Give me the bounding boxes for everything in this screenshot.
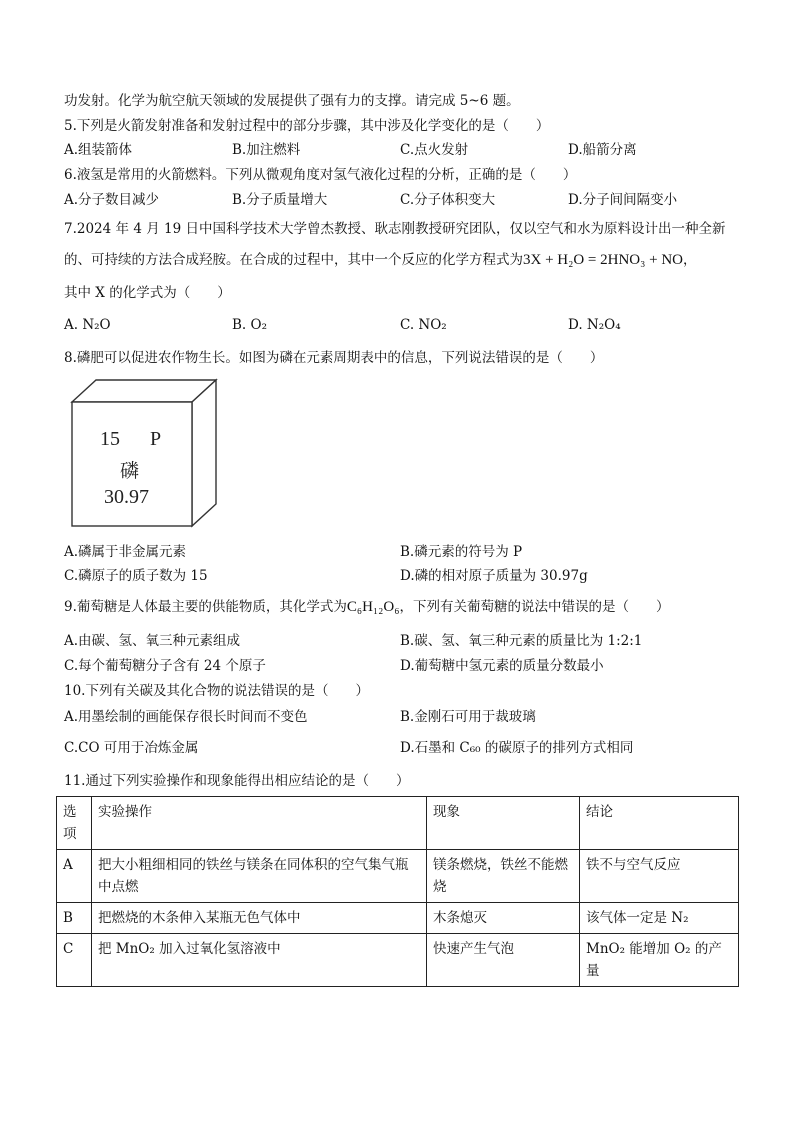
table-row [57,903,739,934]
q10-option-a[interactable]: A.用墨绘制的画能保存很长时间而不变色 [64,709,308,725]
q8-option-b[interactable]: B.磷元素的符号为 P [400,544,523,560]
q6-stem: 6.液氢是常用的火箭燃料。下列从微观角度对氢气液化过程的分析，正确的是（ ） [64,167,577,183]
q7-stem-punct: ， [683,252,697,268]
q9-options-row2 [64,657,744,675]
q9-option-a[interactable]: A.由碳、氢、氧三种元素组成 [64,633,241,649]
q6-option-a[interactable]: A.分子数目减少 [64,192,160,208]
row-phenomenon: 镁条燃烧，铁丝不能燃烧 [427,850,580,903]
q6-option-b[interactable]: B.分子质量增大 [232,192,328,208]
q5-options [64,141,744,159]
row-operation: 把大小粗细相同的铁丝与镁条在同体积的空气集气瓶中点燃 [92,850,427,903]
q8-option-a[interactable]: A.磷属于非金属元素 [64,544,187,560]
q7-stem-text: 的、可持续的方法合成羟胺。在合成的过程中，其中一个反应的化学方程式为 [64,252,523,268]
row-conclusion: MnO₂ 能增加 O₂ 的产量 [580,934,739,987]
q5-option-d[interactable]: D.船箭分离 [568,142,637,158]
q6-option-d[interactable]: D.分子间间隔变小 [568,192,678,208]
row-phenomenon: 木条熄灭 [427,903,580,934]
header-conclusion: 结论 [580,797,739,850]
header-option: 选项 [57,797,92,850]
row-conclusion: 该气体一定是 N₂ [580,903,739,934]
q7-stem-line1: 7.2024 年 4 月 19 日中国科学技术大学曾杰教授、耿志刚教授研究团队，仅以空气和水为原料设计出一种全新 [64,221,726,237]
element-tile [70,376,220,528]
q7-option-b[interactable]: B. O₂ [232,317,267,333]
q9-option-d[interactable]: D.葡萄糖中氢元素的质量分数最小 [400,658,604,674]
q10-stem: 10.下列有关碳及其化合物的说法错误的是（ ） [64,683,369,699]
q9-option-b[interactable]: B.碳、氢、氧三种元素的质量比为 1:2:1 [400,633,643,649]
q6-options [64,191,744,209]
table-header-row [57,797,739,850]
element-symbol: P [150,428,162,450]
q7-option-c[interactable]: C. NO₂ [400,317,447,333]
q10-option-c[interactable]: C.CO 可用于冶炼金属 [64,740,199,756]
q9-stem [64,598,669,616]
q8-options-row2 [64,567,744,585]
element-name: 磷 [120,460,140,482]
q8-option-d[interactable]: D.磷的相对原子质量为 30.97g [400,568,588,584]
atomic-mass: 30.97 [104,486,149,508]
q11-table [56,796,739,987]
q5-option-c[interactable]: C.点火发射 [400,142,469,158]
table-row [57,934,739,987]
q8-option-c[interactable]: C.磷原子的质子数为 15 [64,568,208,584]
header-operation: 实验操作 [92,797,427,850]
row-option[interactable]: B [57,903,92,934]
q7-stem-line2 [64,251,697,269]
row-option[interactable]: A [57,850,92,903]
q10-options-row2 [64,739,744,757]
q7-option-a[interactable]: A. N₂O [64,317,111,333]
q9-options-row1 [64,632,744,650]
q10-option-d[interactable]: D.石墨和 C₆₀ 的碳原子的排列方式相同 [400,740,634,756]
q7-options [64,316,744,334]
q9-option-c[interactable]: C.每个葡萄糖分子含有 24 个原子 [64,658,266,674]
q5-option-b[interactable]: B.加注燃料 [232,142,301,158]
q10-options-row1 [64,708,744,726]
row-conclusion: 铁不与空气反应 [580,850,739,903]
q7-option-d[interactable]: D. N₂O₄ [568,317,621,333]
row-option[interactable]: C [57,934,92,987]
atomic-number: 15 [100,428,120,450]
q8-options-row1 [64,543,744,561]
row-operation: 把 MnO₂ 加入过氧化氢溶液中 [92,934,427,987]
q8-stem: 8.磷肥可以促进农作物生长。如图为磷在元素周期表中的信息，下列说法错误的是（ ） [64,350,604,366]
q9-stem-a: 9.葡萄糖是人体最主要的供能物质，其化学式为 [64,599,347,615]
q11-stem: 11.通过下列实验操作和现象能得出相应结论的是（ ） [64,773,410,789]
q10-option-b[interactable]: B.金刚石可用于裁玻璃 [400,709,536,725]
q6-option-c[interactable]: C.分子体积变大 [400,192,496,208]
table-row [57,850,739,903]
q9-stem-b: ，下列有关葡萄糖的说法中错误的是（ ） [399,599,670,615]
q5-option-a[interactable]: A.组装箭体 [64,142,133,158]
q5-stem: 5.下列是火箭发射准备和发射过程中的部分步骤，其中涉及化学变化的是（ ） [64,118,550,134]
q7-equation: 3X + H₂O = 2HNO₃ + NO [523,252,683,268]
row-phenomenon: 快速产生气泡 [427,934,580,987]
header-phenomenon: 现象 [427,797,580,850]
q7-stem-line3: 其中 X 的化学式为（ ） [64,285,231,301]
q9-formula: C₆H₁₂O₆ [346,599,400,615]
row-operation: 把燃烧的木条伸入某瓶无色气体中 [92,903,427,934]
intro-text: 功发射。化学为航空航天领域的发展提供了强有力的支撑。请完成 5~6 题。 [64,93,520,109]
